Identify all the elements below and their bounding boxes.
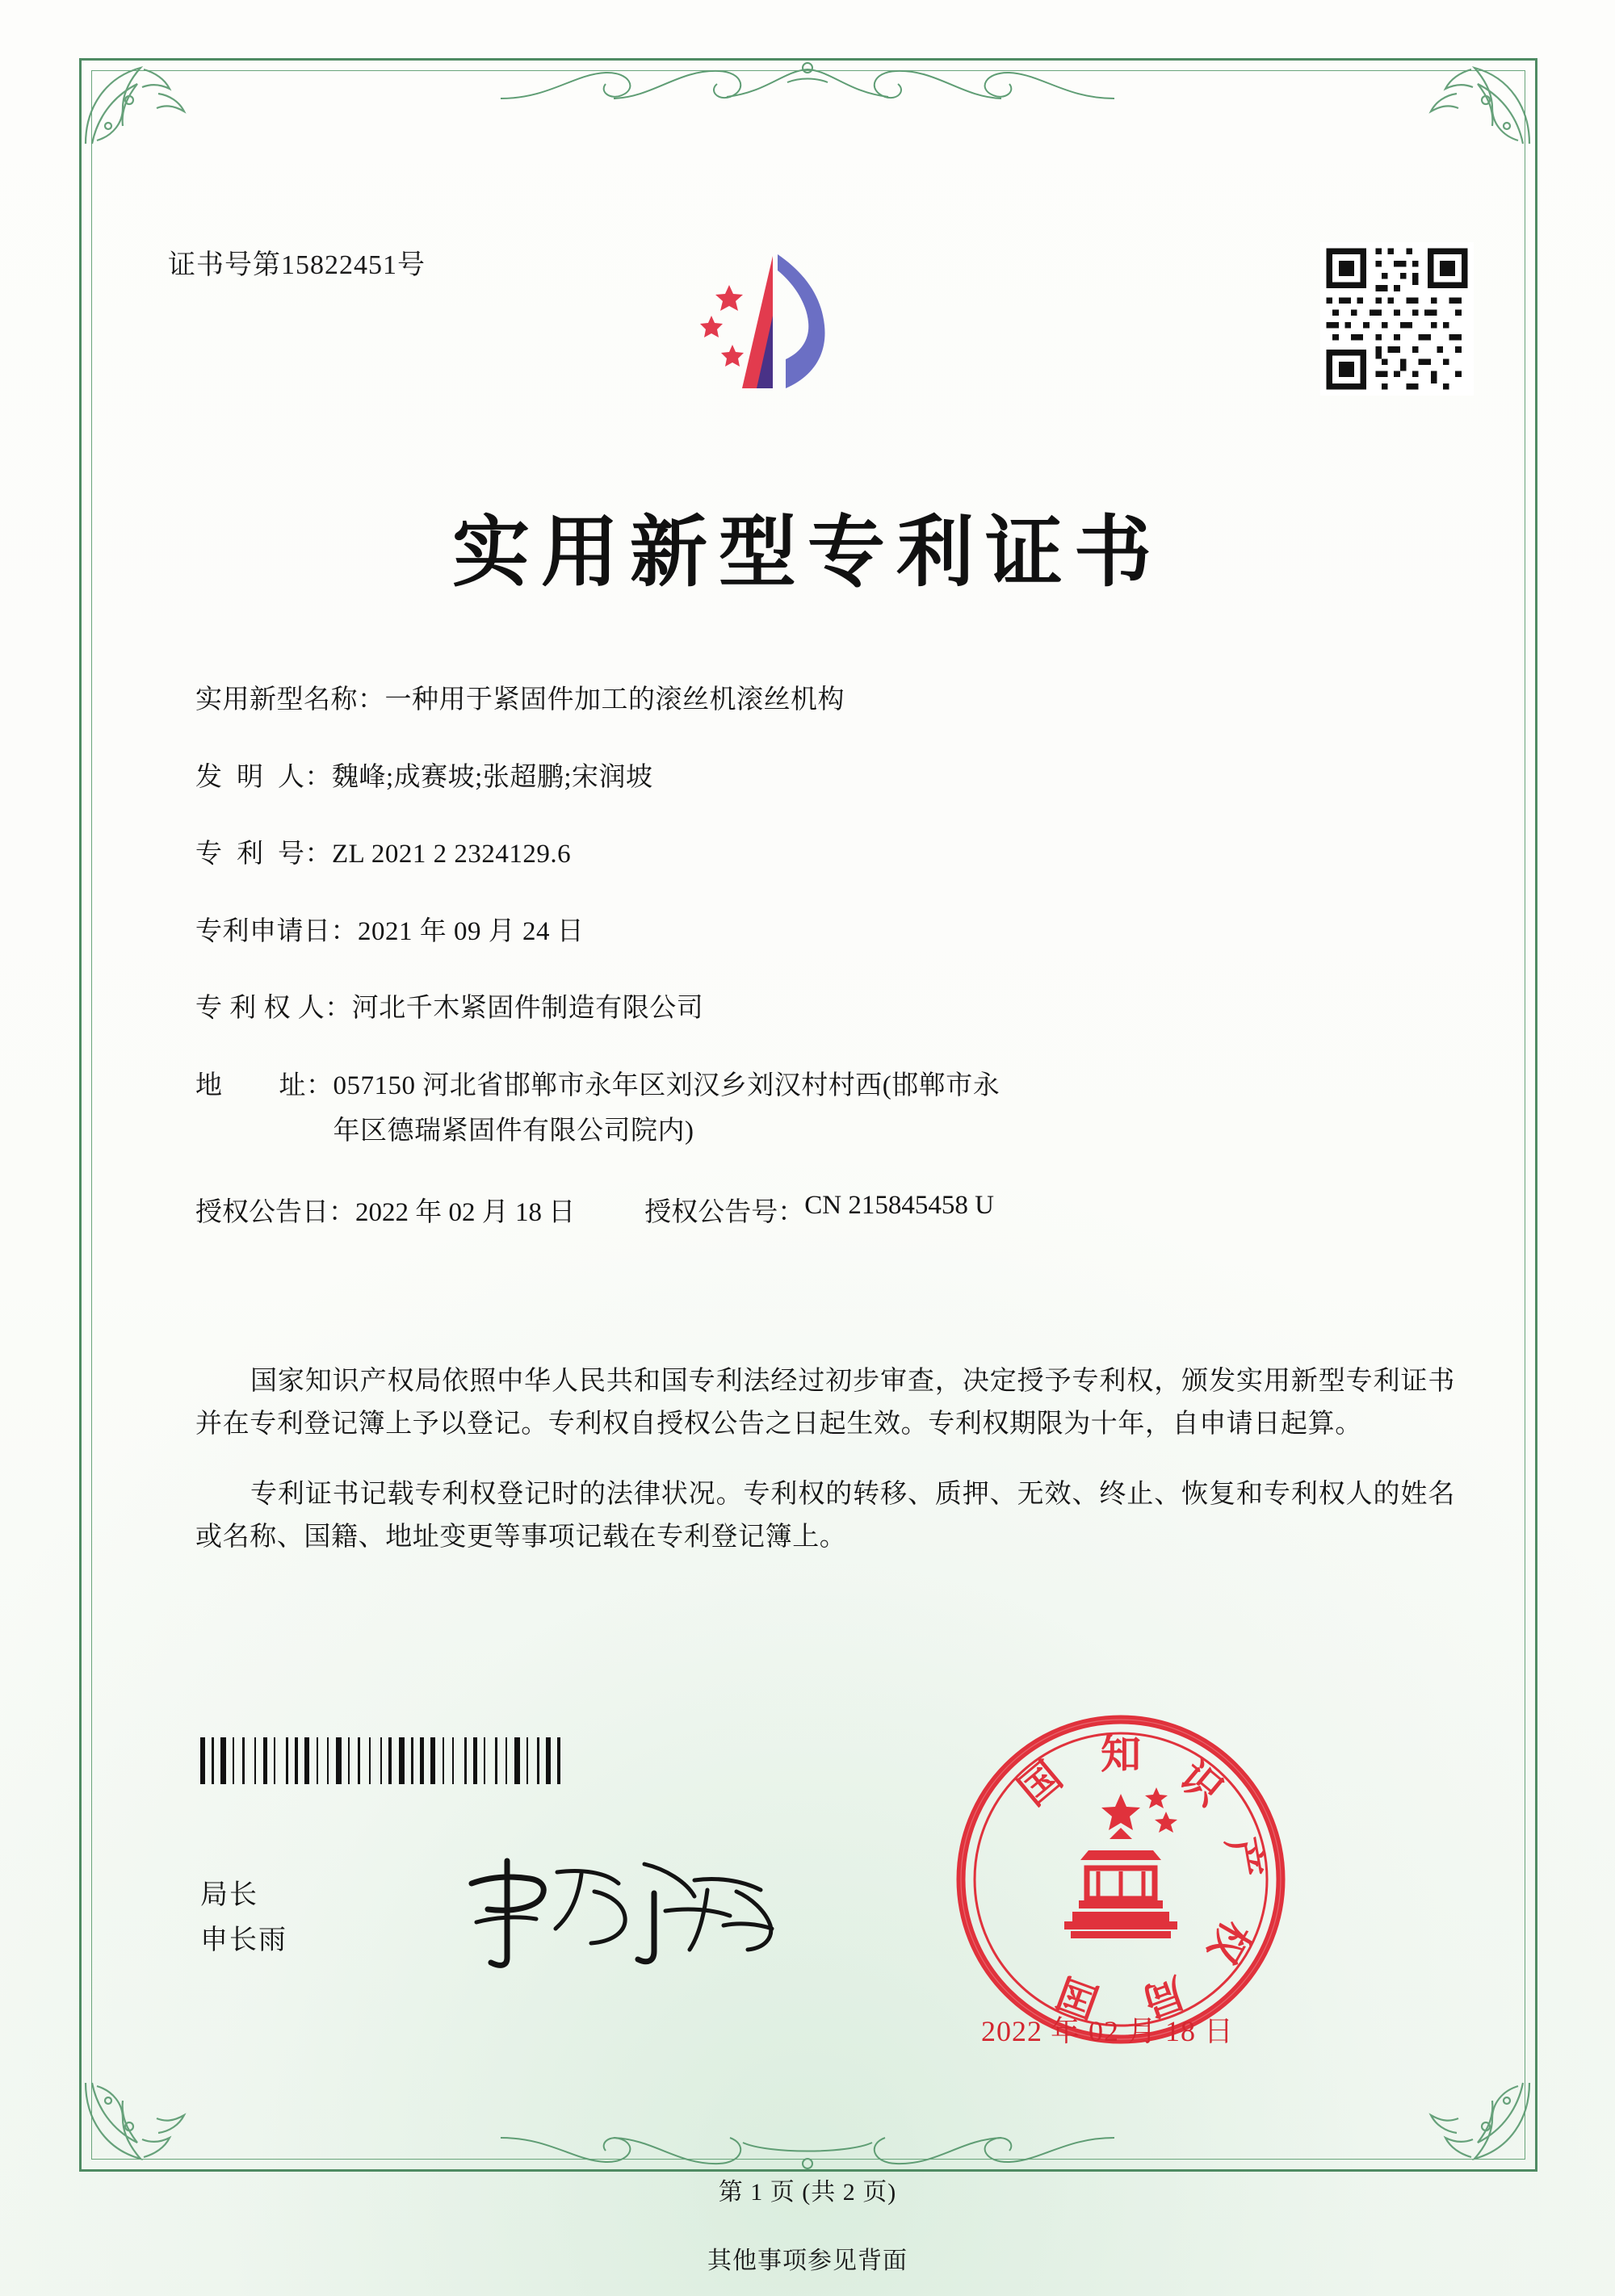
address-line-2: 年区德瑞紧固件有限公司院内) <box>333 1117 694 1146</box>
field-value: 河北千木紧固件制造有限公司 <box>351 994 704 1024</box>
signature-block <box>200 1873 287 1963</box>
field-label: 专 利 号： <box>195 840 332 869</box>
field-value: 一种用于紧固件加工的滚丝机滚丝机构 <box>384 685 845 714</box>
legal-paragraph-2: 专利证书记载专利权登记时的法律状况。专利权的转移、质押、无效、终止、恢复和专利权人的姓名或名称、国籍、地址变更等事项记载在专利登记簿上。 <box>195 1479 1455 1552</box>
corner-ornament-icon <box>81 2078 202 2167</box>
top-flourish-ornament-icon <box>501 50 1114 119</box>
svg-text:知: 知 <box>1101 1730 1141 1778</box>
legal-text <box>195 1334 1455 1576</box>
svg-text:国: 国 <box>1009 1752 1072 1815</box>
corner-ornament-icon <box>1413 2078 1534 2167</box>
field-list <box>195 682 1455 1229</box>
field-patent-number <box>195 836 1455 873</box>
field-value: 2021 年 09 月 24 日 <box>358 916 585 946</box>
grant-number-label: 授权公告号： <box>644 1197 805 1227</box>
field-grant-announcement <box>195 1191 1455 1229</box>
grant-number-value: CN 215845458 U <box>804 1190 994 1220</box>
director-title-label: 局长 <box>200 1880 258 1910</box>
legal-paragraph-1: 国家知识产权局依照中华人民共和国专利法经过初步审查，决定授予专利权，颁发实用新型专利证书并在专利登记簿上予以登记。专利权自授权公告之日起生效。专利权期限为十年，自申请日起算。 <box>195 1367 1455 1439</box>
field-application-date <box>195 914 1455 950</box>
corner-ornament-icon <box>1413 60 1534 149</box>
back-side-note: 其他事项参见背面 <box>707 2248 908 2274</box>
field-label: 地 址： <box>195 1070 333 1100</box>
svg-text:产: 产 <box>1217 1833 1272 1882</box>
handwritten-signature-icon <box>452 1845 799 1974</box>
field-patentee <box>195 991 1455 1027</box>
grant-date-value: 2022 年 02 月 18 日 <box>355 1197 576 1227</box>
field-value: 魏峰;成赛坡;张超鹏;宋润坡 <box>332 762 653 792</box>
field-utility-model-name <box>195 682 1455 719</box>
page-title: 实用新型专利证书 <box>452 506 1163 597</box>
svg-text:局: 局 <box>1136 1967 1191 2027</box>
field-address <box>195 1068 1455 1150</box>
field-label: 专利申请日： <box>195 916 358 946</box>
svg-text:国: 国 <box>1051 1967 1105 2027</box>
field-label: 专 利 权 人： <box>195 994 352 1024</box>
director-name-label: 申长雨 <box>200 1925 287 1956</box>
qr-code-icon <box>1320 242 1474 396</box>
field-label: 实用新型名称： <box>195 685 385 714</box>
svg-text:识: 识 <box>1170 1752 1233 1815</box>
grant-date-label: 授权公告日： <box>195 1197 355 1227</box>
seal-date: 2022 年 02 月 18 日 <box>981 2015 1235 2047</box>
field-value <box>333 1068 1456 1150</box>
official-seal-icon <box>951 1710 1290 2049</box>
certificate-number: 证书号第15822451号 <box>168 250 426 280</box>
address-line-1: 057150 河北省邯郸市永年区刘汉乡刘汉村村西(邯郸市永 <box>333 1070 1000 1100</box>
svg-text:权: 权 <box>1198 1913 1261 1972</box>
barcode-icon <box>200 1737 604 1784</box>
page-number: 第 1 页 (共 2 页) <box>718 2179 897 2206</box>
field-label: 发 明 人： <box>195 762 332 792</box>
corner-ornament-icon <box>81 60 202 149</box>
field-value: ZL 2021 2 2324129.6 <box>332 840 572 869</box>
cnipa-logo-icon <box>682 238 876 424</box>
field-inventors <box>195 760 1455 796</box>
